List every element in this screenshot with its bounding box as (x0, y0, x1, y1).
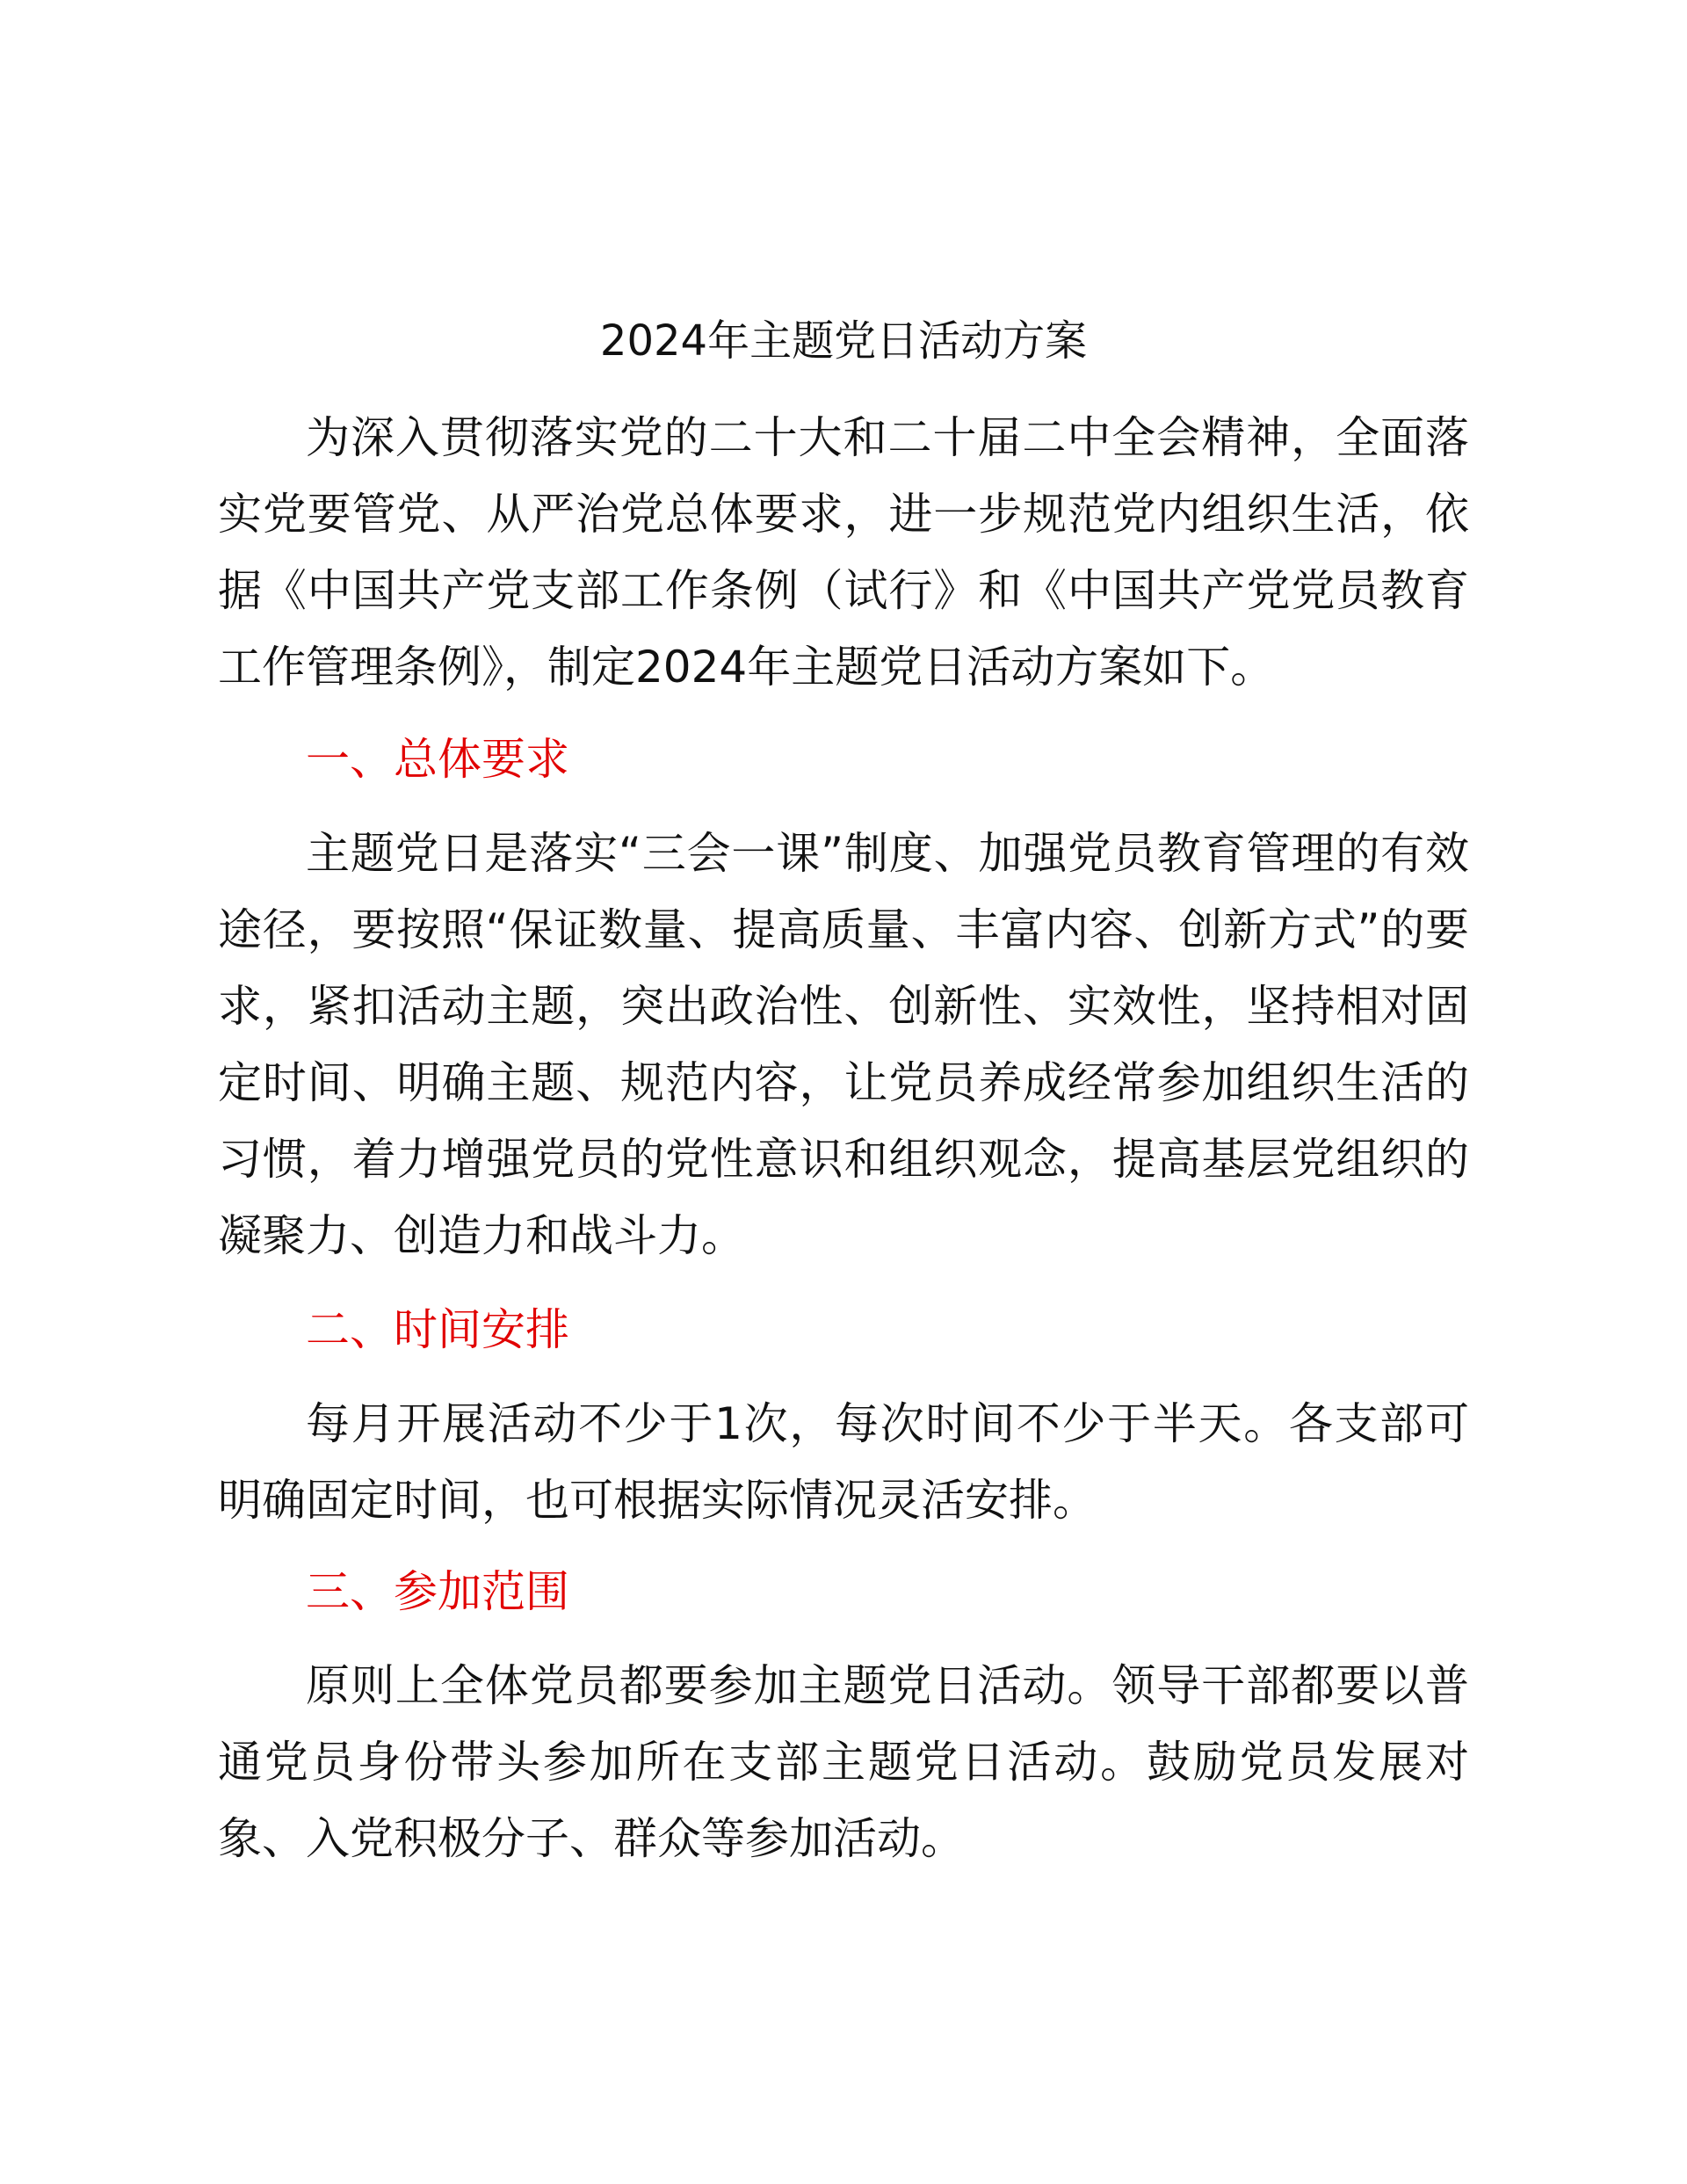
section-heading-general-requirements: 一、总体要求 (306, 734, 569, 785)
intro-paragraph: 为深入贯彻落实党的二十大和二十届二中全会精神，全面落实党要管党、从严治党总体要求，进一步规范党内组织生活，依据《中国共产党支部工作条例（试行》和《中国共产党党员教育工作管理条例》，制定2024年主题党日活动方案如下。 (218, 412, 1469, 693)
section-heading-participants: 三、参加范围 (306, 1566, 569, 1617)
section-body-schedule: 每月开展活动不少于1次，每次时间不少于半天。各支部可明确固定时间，也可根据实际情况灵活安排。 (218, 1398, 1469, 1526)
section-body-general-requirements: 主题党日是落实“三会一课”制度、加强党员教育管理的有效途径，要按照“保证数量、提高质量、丰富内容、创新方式”的要求，紧扣活动主题，突出政治性、创新性、实效性，坚持相对固定时间、明确主题、规范内容，让党员养成经常参加组织生活的习惯，着力增强党员的党性意识和组织观念，提高基层党组织的凝聚力、创造力和战斗力。 (218, 828, 1469, 1261)
section-heading-schedule: 二、时间安排 (306, 1304, 569, 1355)
section-body-participants: 原则上全体党员都要参加主题党日活动。领导干部都要以普通党员身份带头参加所在支部主题党日活动。鼓励党员发展对象、入党积极分子、群众等参加活动。 (218, 1660, 1469, 1864)
page-title: 2024年主题党日活动方案 (599, 316, 1088, 366)
